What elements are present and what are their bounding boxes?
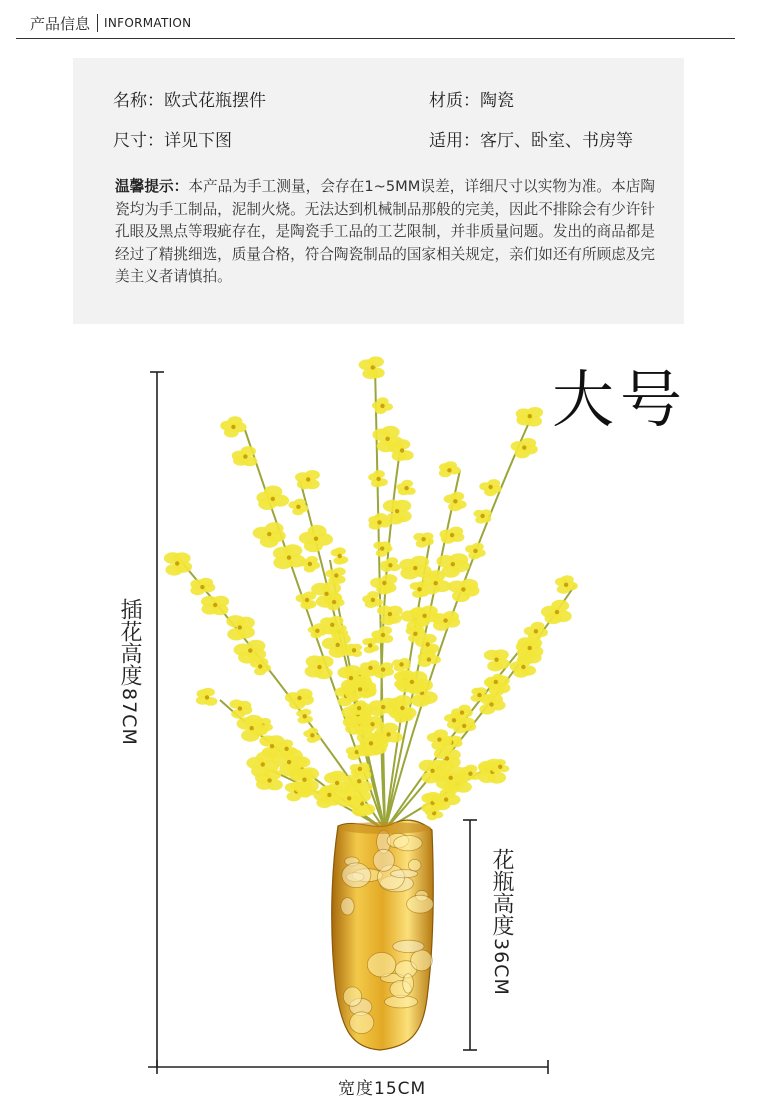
blossom [471,687,489,702]
blossom [230,699,253,718]
vase-relief-spot [407,895,434,913]
blossom [325,567,345,584]
blossom [296,591,317,609]
product-size: 尺寸：详见下图 [113,131,232,151]
blossom [473,509,491,523]
blossom [465,543,486,560]
blossom [331,547,349,564]
blossom [303,728,321,743]
blossom [201,596,229,616]
vase-relief-spot [408,859,421,871]
blossom [397,480,416,495]
vase-relief-spot [391,870,418,878]
blossom [368,470,388,487]
size-label: 大号 [552,363,689,436]
blossom [273,544,306,569]
vase-relief-spot [393,940,424,952]
vase-relief-spot [411,950,433,971]
blossom [399,556,432,580]
vase-height-value: 36CM [490,938,512,996]
section-title-cn: 产品信息 [30,14,91,33]
product-name: 名称：欧式花瓶摆件 [113,91,266,111]
width-label: 宽度15CM [338,1079,427,1099]
blossom [448,579,480,602]
vase-relief-spot [394,835,423,850]
blossom [439,527,464,544]
flower-blossoms [164,356,578,820]
blossom [295,470,320,489]
blossom [396,671,427,693]
warm-tip-label: 温馨提示： [115,178,189,195]
blossom [541,600,572,624]
blossom [444,492,467,512]
blossom [164,552,192,575]
blossom [253,522,286,547]
vase-relief-spot [342,863,371,888]
blossom [296,709,313,724]
blossom [285,689,314,710]
vase-height-label [486,848,516,996]
vase-relief-spot [343,987,361,1006]
product-usage: 适用：客厅、卧室、书房等 [429,131,633,151]
blossom [359,356,385,379]
blossom [190,578,215,596]
blossom [516,407,543,427]
blossom [380,557,400,572]
warm-tip-text: 本产品为手工测量，会存在1~5MM误差，详细尺寸以实物为准。本店陶瓷均为手工制品，泥制火烧。无法达到机械制品那般的完美，因此不排除会有少许针孔眼及黑点等瑕疵存在，是陶瓷手工品的工艺限制，并非质量问题。发出的商品都是经过了精挑细选，质量合格，符合陶瓷制品的国家相关规定，亲们如还有所顾虑及完美主义者请慎拍。 [115,178,655,285]
blossom [555,575,578,594]
blossom [373,541,392,556]
blossom [226,615,255,640]
vase-height-cn: 花瓶高度 [489,848,514,936]
blossom [196,688,217,706]
vase [332,820,434,1050]
blossom [322,633,352,658]
vase-rim [339,822,431,834]
section-title-en: INFORMATION [104,16,192,30]
blossom [413,532,434,547]
total-height-label [114,598,144,746]
total-height-cn: 插花高度 [117,598,142,686]
blossom [484,649,510,671]
vase-relief-spot [341,898,354,915]
vase-relief-spot [350,1012,374,1034]
blossom [439,461,461,477]
blossom [256,486,289,511]
blossom [220,416,247,437]
blossom [383,500,412,525]
vase-relief-spot [403,974,414,994]
product-material: 材质：陶瓷 [429,91,514,111]
blossom [305,655,334,679]
blossom [362,638,379,654]
blossom [299,525,333,552]
vase-relief-spot [367,952,396,977]
vase-relief-spot [373,849,394,871]
total-height-value: 87CM [118,688,140,746]
